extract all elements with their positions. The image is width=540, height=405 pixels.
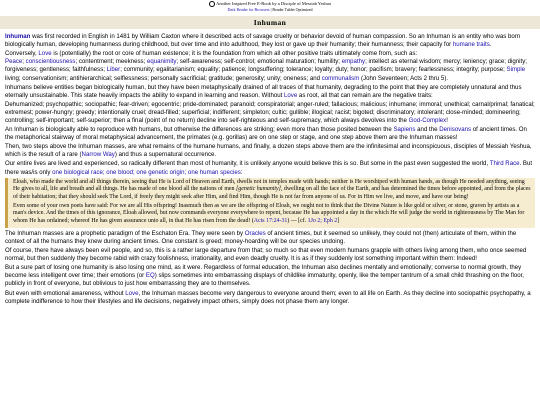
- link-sapiens[interactable]: Sapiens: [393, 126, 416, 134]
- top-header: [0, 0, 540, 12]
- link-god-complex[interactable]: God-Complex: [408, 116, 447, 124]
- link-eq[interactable]: EQ: [145, 272, 155, 280]
- link-conscientiousness[interactable]: conscientiousness: [25, 58, 76, 66]
- quote-paragraph-2: Even some of your own poets have said: For we are all His offspring! Inasmuch then as we are the offspring of Eloah, we ought not to think that the Divine Nature is like gold or silver, or stone, graven by artists as a man's device. And the times of this ignorance, Eloah allowed, but now commands everyone everywhere to repent, because He has appointed a day in the which He will judge the world in righteousness by The Man for whom He has ordained; whereof He has given assurance unto all, in that He has risen from the dead! (Acts 17:24-31) — [cf. 1Jo 2; Eph 2]: [13, 202, 525, 225]
- link-empathy[interactable]: empathy: [341, 58, 366, 66]
- paragraph-evil-people: Of course, there have always been evil people, and so, this is a rather large departure from that; so much so that even modern humans grapple with others living among them, who once seemed normal, but then suddenly they become rabid with crazy foolishness, irrationality, and even deadly cruelty. It is as if they suddenly lost something important within them: Indeed!: [5, 247, 527, 263]
- term-inhuman: Inhuman: [5, 33, 31, 41]
- link-oracles[interactable]: Oracles: [244, 229, 266, 237]
- link-acts-17[interactable]: Acts 17:24-31: [253, 218, 288, 225]
- link-denisovans[interactable]: Denisovans: [439, 126, 472, 134]
- tablet-note: Reader Tablet Optimized: [272, 7, 313, 13]
- link-equanimity[interactable]: equanimity: [146, 58, 177, 66]
- paragraph-third-race: Our entire lives are lived and experienced, so radically different than most of humanity, it is unlikely anyone would believe this is so. But some in the past even suggested the world, Third Race. But there was/is only one biological race; one blood; one genetic origin; one human species:: [5, 160, 533, 176]
- link-simple[interactable]: Simple: [506, 66, 526, 74]
- reader-links: Dark Reader for Browsers | Reader Tablet Optimized: [227, 7, 313, 13]
- paragraph-negative-traits: Dehumanized; psychopathic; sociopathic; fear-driven; egocentric; pride-dominated; paranoid; conspiratorial; anger-ruled; fallacious; malicious; inhumane; immoral; unethical; carnal/primal; fanatical; extremest; power-hungry; greedy; intentionally cruel; dread-filled; superficial; indifferent; simpleton; cultic; gullible; illogical; racist; bigoted; discriminatory; intolerant; close-minded; domineering; controlling; self-important; self-superior; then a final (point of no return) decline into self-righteous and self-supremacy, which always devolves into the God-Complex!: [5, 100, 535, 124]
- dark-reader-link[interactable]: Dark Reader for Browsers: [227, 7, 270, 13]
- paragraph-losing-mind: But a sure part of losing one humanity is also losing one mind, as it were. Regardless of formal education, the Inhuman also declines mentally and emotionally; converse to normal growth, they become less intelligent over time; their emotions (or EQ) slips sometimes into embarrassing displays of childlike immaturity, openly, like the temper tantrum of a small child thrashing on the floor, publicly in front of everyone, but oblivious to just how embarrassing they are to themselves.: [5, 264, 524, 288]
- link-1jo-eph[interactable]: 1Jo 2; Eph 2: [307, 218, 338, 225]
- scripture-quote: [5, 178, 535, 228]
- site-tagline: Another Inspired Free E-Book by a Disciple of Messiah Yeshua: [0, 0, 540, 7]
- link-liber[interactable]: Liber: [106, 66, 121, 74]
- link-communalism[interactable]: communalism: [321, 74, 360, 82]
- paragraph-reproduce: An Inhuman is biologically able to reproduce with humans, but otherwise the differences are striking; even more than those posited between the Sapiens and the Denisovans of ancient times. On the metaphorical stairway of moral metaphysical advancement, the primates (e.g. gorillas) are on one step or stage, and one step above them are the Inhuman masses!: [5, 126, 527, 142]
- link-peace[interactable]: Peace: [5, 58, 23, 66]
- paragraph-eschaton: The Inhuman masses are a prophetic paradigm of the Eschaton Era. They were seen by Oracles of ancient times, but it seemed so unlikely, they could not (then) articulate of them, within the context of all the humans they knew during ancient times. One constant is greed; money-hoarding will be our species undoing.: [5, 229, 517, 245]
- article-body: [0, 33, 540, 306]
- paragraph-love: Conversely, Love is (potentially) the root or core of human existence; it is the foundation from which all other positive traits ultimately come from, such as: Peace; conscientiousness; contentment; meekness; equanimity; self-awareness; self-control; emotional maturation; humility; empathy; intellect as eternal wisdom; mercy; leniency; grace; dignity; forgiveness; gentleness; faithfulness; Liber; community; egalitarianism; equality; patience; longsuffering; tolerance; loyalty; duty; honor; pacifism; bravery; fearlessness; integrity; purpose; Simple living; conservationism; antihierarchical; selflessness; personally sacrificial; gratitude; generosity; unity; oneness; and communalism (John Seventeen; Acts 2 thru 5).: [5, 50, 527, 82]
- link-one-race[interactable]: one biological race; one blood; one genetic origin; one human species: [52, 168, 241, 176]
- link-love-2[interactable]: Love: [284, 91, 298, 99]
- paragraph-drained: Inhumans believe entities began biologically human, but they have been metaphysically drained of all traces of that humanity, degrading to the point that they are completely unnatural and thus eternally unsustainable. This state heavily impacts the ability to expand in learning and reason. Without Love as root, all that can remain are the negative traits:: [5, 83, 522, 99]
- page-title: Inhuman: [0, 16, 540, 29]
- link-love[interactable]: Love: [38, 50, 52, 58]
- paragraph-definition: Inhuman was first recorded in English in 1481 by William Caxton where it described acts of savage cruelty or behavior devoid of human compassion. So an Inhuman is an entity who was born biologically human, developing humanness during childhood, but over time and into adulthood, they lost or gave up their humanity; their humanness; their capacity for humane traits.: [5, 33, 521, 49]
- quote-paragraph-1: Eloah, who made the world and all things therein, seeing that He is Lord of Heaven and Earth, dwells not in temples made with hands; neither is He worshiped with human hands, as though He needed anything, seeing He gives to all, life and breath and all things. He has made of one blood all the nations of men [genetic humanity], dwelling on all the face of the Earth, and has determined the times before appointed, and from the places of their habitation; that they should seek The Lord, if freely they might seek after Him, and find Him, though He is not far from anyone of us. For in Him we live, and move, and have our being!: [13, 178, 531, 201]
- paragraph-dangerous: But even with emotional awareness, without Love, the Inhuman masses become very dangerous to everyone around them; even to all life on Earth. As they decline into sociopathic psychopathy, a complete indifference to how their lifestyles and life decisions, negatively impact others, simply does not phase them any longer.: [5, 289, 531, 305]
- paragraph-steps: Then, two steps above the Inhuman masses, are what remains of the humane humans, and finally, a dozen steps above them are the infinitesimal and inconspicuous, disciples of Messiah Yeshua, which is the result of a rare (Narrow Way) and thus a supernatural occurrence.: [5, 143, 532, 159]
- link-love-3[interactable]: Love: [125, 289, 139, 297]
- link-narrow-way[interactable]: Narrow Way: [81, 151, 115, 159]
- link-third-race[interactable]: Third Race: [489, 160, 520, 168]
- copyleft-icon: [209, 1, 215, 7]
- link-humane-traits[interactable]: humane traits: [452, 41, 490, 49]
